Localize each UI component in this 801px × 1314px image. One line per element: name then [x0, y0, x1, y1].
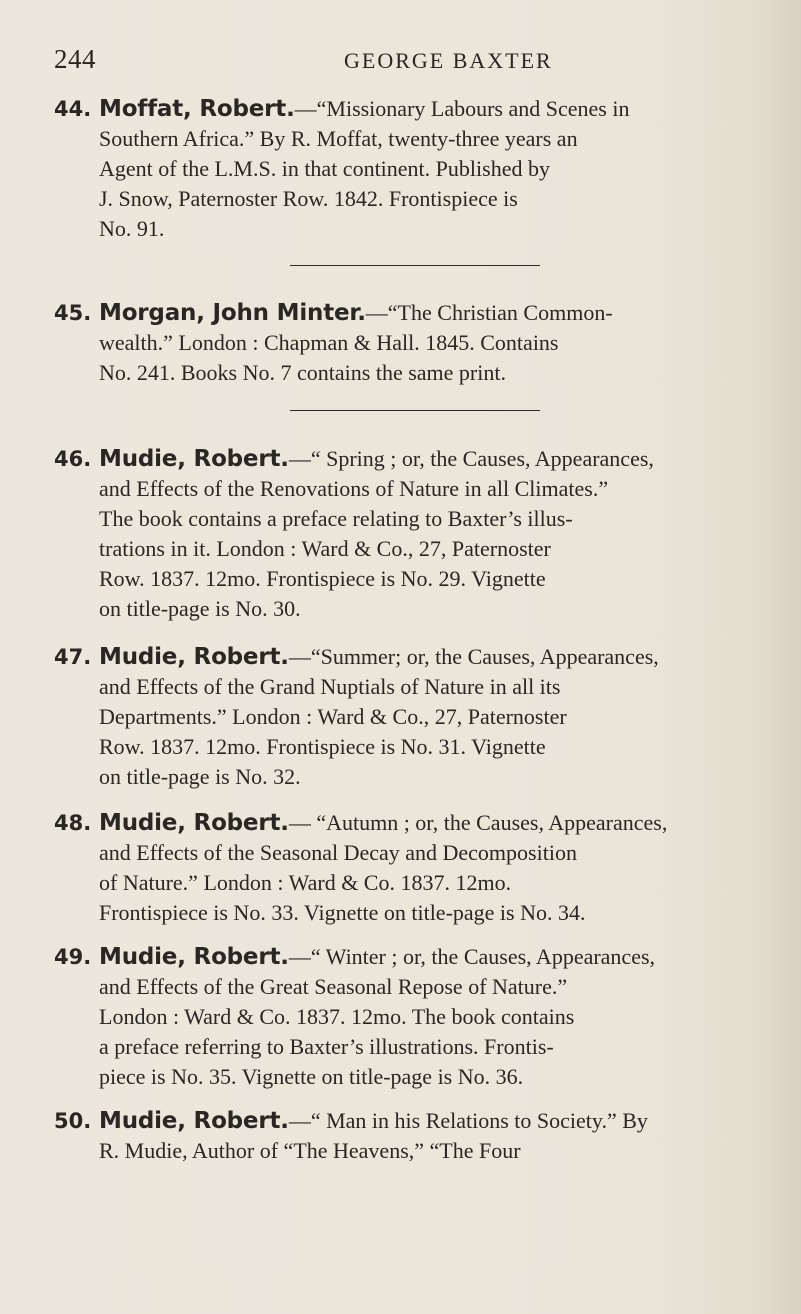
entry-line: trations in it. London : Ward & Co., 27, Paternoster — [99, 536, 551, 561]
entry-number: 46. — [54, 447, 92, 471]
catalogue-entry-46 — [54, 444, 760, 624]
entry-line: wealth.” London : Chapman & Hall. 1845. Contains — [99, 330, 559, 355]
catalogue-entry-50 — [54, 1106, 760, 1166]
entry-first-line — [54, 444, 760, 474]
entry-title-text: —“Missionary Labours and Scenes in — [294, 96, 630, 121]
entry-author: Mudie, Robert. — [99, 1108, 289, 1134]
catalogue-entry-48 — [54, 808, 760, 928]
entry-line: R. Mudie, Author of “The Heavens,” “The Four — [99, 1138, 521, 1163]
entry-line: Departments.” London : Ward & Co., 27, Paternoster — [99, 704, 567, 729]
entry-line: The book contains a preface relating to Baxter’s illus- — [99, 506, 573, 531]
entry-line: piece is No. 35. Vignette on title-page is No. 36. — [99, 1064, 524, 1089]
entry-line: on title-page is No. 32. — [99, 764, 301, 789]
entry-line: and Effects of the Grand Nuptials of Nature in all its — [99, 674, 561, 699]
entry-first-line — [54, 94, 760, 124]
running-title: GEORGE BAXTER — [344, 48, 553, 73]
entry-number: 45. — [54, 301, 92, 325]
entry-title-text: —“ Winter ; or, the Causes, Appearances, — [288, 944, 656, 969]
entry-line: J. Snow, Paternoster Row. 1842. Frontispiece is — [99, 186, 518, 211]
entry-number: 44. — [54, 97, 92, 121]
entry-first-line — [54, 298, 760, 328]
entry-first-line — [54, 642, 760, 672]
page-header — [54, 44, 754, 84]
entry-line: No. 241. Books No. 7 contains the same print. — [99, 360, 506, 385]
entry-number: 47. — [54, 645, 92, 669]
entry-line: a preface referring to Baxter’s illustrations. Frontis- — [99, 1034, 554, 1059]
entry-number: 50. — [54, 1109, 92, 1133]
page-number: 244 — [54, 44, 96, 74]
entry-line: and Effects of the Renovations of Nature in all Climates.” — [99, 476, 609, 501]
section-divider — [290, 265, 540, 266]
entry-line: Southern Africa.” By R. Moffat, twenty-three years an — [99, 126, 578, 151]
catalogue-entry-49 — [54, 942, 760, 1092]
entry-number: 49. — [54, 945, 92, 969]
entry-author: Mudie, Robert. — [99, 944, 289, 970]
catalogue-entry-45 — [54, 298, 760, 388]
entry-number: 48. — [54, 811, 92, 835]
entry-first-line — [54, 808, 760, 838]
catalogue-entry-44 — [54, 94, 760, 244]
entry-title-text: — “Autumn ; or, the Causes, Appearances, — [288, 810, 668, 835]
entry-title-text: —“ Spring ; or, the Causes, Appearances, — [288, 446, 654, 471]
entry-author: Mudie, Robert. — [99, 644, 289, 670]
entry-line: of Nature.” London : Ward & Co. 1837. 12mo. — [99, 870, 512, 895]
entry-title-text: —“ Man in his Relations to Society.” By — [288, 1108, 648, 1133]
entry-line: Row. 1837. 12mo. Frontispiece is No. 29. Vignette — [99, 566, 546, 591]
entry-line: on title-page is No. 30. — [99, 596, 301, 621]
entry-first-line — [54, 1106, 760, 1136]
entry-title-text: —“Summer; or, the Causes, Appearances, — [288, 644, 659, 669]
entry-title-text: —“The Christian Common- — [365, 300, 613, 325]
entry-line: Agent of the L.M.S. in that continent. Published by — [99, 156, 550, 181]
section-divider — [290, 410, 540, 411]
entry-author: Morgan, John Minter. — [99, 300, 366, 326]
entry-line: London : Ward & Co. 1837. 12mo. The book contains — [99, 1004, 575, 1029]
entry-line: and Effects of the Great Seasonal Repose of Nature.” — [99, 974, 568, 999]
entry-first-line — [54, 942, 760, 972]
entry-line: and Effects of the Seasonal Decay and Decomposition — [99, 840, 577, 865]
catalogue-entry-47 — [54, 642, 760, 792]
entry-author: Moffat, Robert. — [99, 96, 295, 122]
entry-line: Row. 1837. 12mo. Frontispiece is No. 31. Vignette — [99, 734, 546, 759]
entry-line: No. 91. — [99, 216, 165, 241]
entry-author: Mudie, Robert. — [99, 810, 289, 836]
entry-author: Mudie, Robert. — [99, 446, 289, 472]
entry-line: Frontispiece is No. 33. Vignette on title-page is No. 34. — [99, 900, 586, 925]
